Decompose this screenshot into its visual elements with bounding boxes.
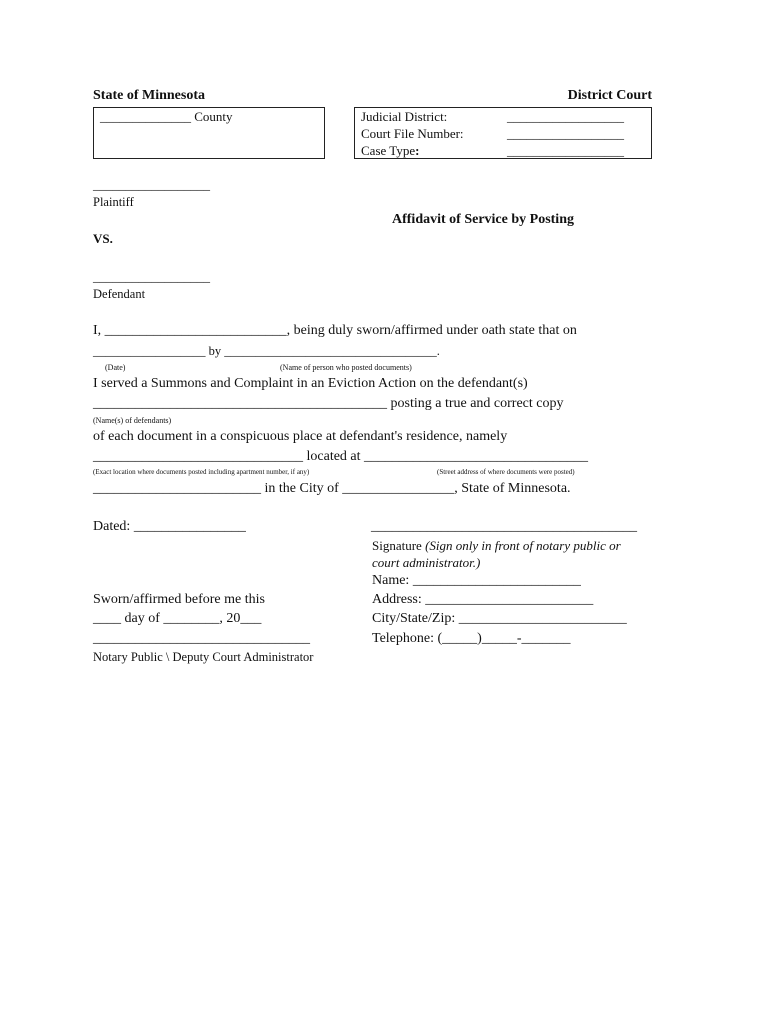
signature-field[interactable]: ______________________________________: [371, 519, 637, 534]
file-number-field[interactable]: __________________: [507, 126, 624, 141]
versus-label: VS.: [93, 231, 113, 246]
location-line[interactable]: ______________________________ located at ________________________________: [93, 449, 589, 464]
county-box: [93, 107, 325, 159]
case-type-colon: :: [415, 143, 420, 158]
city-state-line[interactable]: ________________________ in the City of ________________, State of Minnesota.: [93, 481, 571, 496]
case-info-box: [354, 107, 652, 159]
dated-field[interactable]: Dated: ________________: [93, 519, 246, 534]
street-caption: (Street address of where documents were posted): [437, 468, 575, 476]
case-type-field[interactable]: __________________: [507, 143, 624, 158]
day-of-field[interactable]: ____ day of ________, 20___: [93, 611, 262, 626]
defendant-field[interactable]: __________________: [93, 269, 210, 284]
judicial-district-field[interactable]: __________________: [507, 109, 624, 124]
notary-label: Notary Public \ Deputy Court Administrator: [93, 650, 314, 664]
notary-signature-field[interactable]: _______________________________: [93, 631, 310, 646]
address-field[interactable]: Address: ________________________: [372, 592, 594, 607]
location-caption: (Exact location where documents posted including apartment number, if any): [93, 468, 310, 476]
case-type-label: [361, 143, 419, 159]
person-caption: (Name of person who posted documents): [280, 363, 412, 372]
signature-note-2: court administrator.): [372, 555, 481, 570]
date-person-line[interactable]: __________________ by __________________________________.: [93, 344, 440, 358]
county-line[interactable]: ______________ County: [100, 109, 233, 124]
defendant-label: Defendant: [93, 287, 146, 301]
file-number-label: Court File Number:: [361, 126, 464, 141]
court-heading: District Court: [567, 88, 652, 103]
date-caption: (Date): [105, 363, 126, 372]
state-heading: State of Minnesota: [93, 88, 205, 103]
case-type-text: Case Type: [361, 143, 416, 158]
plaintiff-field[interactable]: __________________: [93, 177, 210, 192]
document-title: Affidavit of Service by Posting: [392, 212, 574, 227]
judicial-district-label: Judicial District:: [361, 109, 448, 124]
telephone-field[interactable]: Telephone: (_____)_____-_______: [372, 631, 571, 646]
signature-label: [372, 538, 621, 554]
defendants-caption: (Name(s) of defendants): [93, 416, 172, 425]
plaintiff-label: Plaintiff: [93, 195, 134, 209]
name-field[interactable]: Name: ________________________: [372, 573, 581, 588]
residence-line: of each document in a conspicuous place at defendant's residence, namely: [93, 429, 508, 444]
city-state-zip-field[interactable]: City/State/Zip: ________________________: [372, 611, 627, 626]
signature-label-text: Signature: [372, 538, 422, 553]
affiant-line[interactable]: I, __________________________, being duly sworn/affirmed under oath state that on: [93, 323, 577, 338]
served-line: I served a Summons and Complaint in an Eviction Action on the defendant(s): [93, 376, 528, 391]
sworn-statement: Sworn/affirmed before me this: [93, 592, 265, 607]
defendants-line[interactable]: __________________________________________ posting a true and correct copy: [93, 396, 564, 411]
signature-note-1: (Sign only in front of notary public or: [425, 538, 621, 553]
